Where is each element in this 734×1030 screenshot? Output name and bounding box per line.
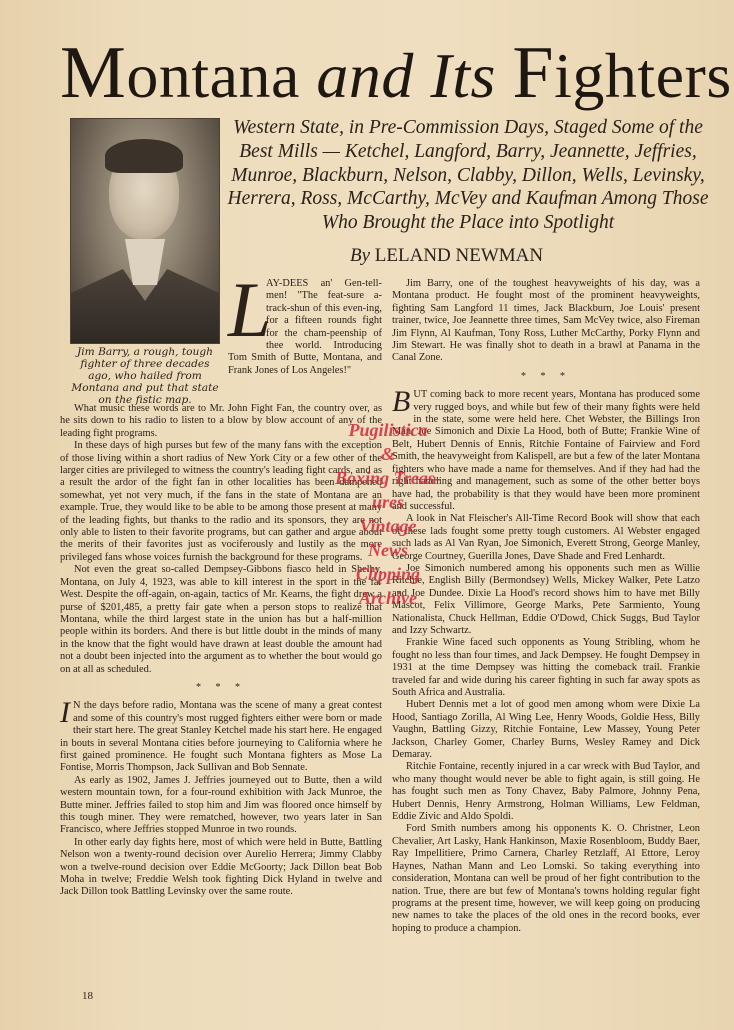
watermark-line: Boxing Treas- xyxy=(335,468,441,488)
intro-paragraph xyxy=(228,266,382,377)
left-paragraph: In other early day fights here, most of which were held in Butte, Battling Nelson won a twenty-round decision over Aurelio Herrera; Jimmy Clabby won a twelve-round decision over Eddie McGoorty; Jack Dillon beat Bob Moha in twelve; Freddie Welsh took fighting Dick Hyland in twelve and Jack Dillon took Battling Levinsky over the same route. xyxy=(60,836,382,898)
watermark-line: Clipping xyxy=(355,564,421,584)
right-paragraph: Ford Smith numbers among his opponents K. O. Christner, Leon Chevalier, Art Lasky, Hank Hankinson, Maxie Rosenbloom, Buddy Baer, Ray Impellitiere, Primo Carnera, Charley Retzlaff, Al Ettore, Leroy Haynes, Nathan Mann and Leo Lomski. So taking everything into consideration, Montana can well be proud of her fight contribution to the nation. True, there are but few of Montana's towns holding regular fight programs at the present time, however, we will keep going on producing new names to take the places of the old ones in the record books, ever hoping to produce a champion. xyxy=(392,823,700,934)
watermark-line: Vintage xyxy=(359,516,417,536)
drop-cap: B xyxy=(392,385,411,419)
article-title xyxy=(60,30,732,116)
title-initial-f: F xyxy=(512,32,555,114)
portrait-collar xyxy=(125,239,165,285)
watermark-line: ures xyxy=(371,492,404,512)
paragraph-text: UT coming back to more recent years, Montana has produced some very rugged boys, and while but few of their many fights were held in the state, some were held here. Chet Webster, the Billings Iron Man; Joe Simonich and Dixie La Hood, both of Butte; Frankie Wine of Belt, Hubert Dennis of Ennis, Ritchie Fontaine of Fairview and Ford Smith, the heavyweight from Kalispell, are but a few of the later Montana fighters who have made a name for themselves. And if they had had the right handling and management, such as some of the other better boys have had, the probability is that they would have been more prominent and successful. xyxy=(392,389,700,512)
paragraph-text: N the days before radio, Montana was the scene of many a great contest and some of this country's most rugged fighters either were born or made their start here. The great Stanley Ketchel made his start here. He engaged in bouts in several Montana cities before journeying to California where he first gained prominence. He fought such Montana fighters as Mose La Fontise, Morris Thompson, Jack Sullivan and Bob Sennate. xyxy=(60,700,382,774)
portrait-photo xyxy=(70,118,220,344)
left-paragraph: As early as 1902, James J. Jeffries journeyed out to Butte, then a wild western mountain town, for a four-round exhibition with Jack Munroe, the Butte miner. Jeffries failed to stop him and Jim was floored once himself by this tough miner. They were rematched, however, two years later in San Francisco, where Jeffries stopped Munroe in two rounds. xyxy=(60,774,382,836)
section-divider: * * * xyxy=(521,370,571,382)
left-paragraph: Not even the great so-called Dempsey-Gibbons fiasco held in Shelby, Montana, on July 4, 1923, was able to kill interest in the sport in the far West. Despite the off-again, on-again, tactics of Mr. Kearns, the fight drew a purse of $201,485, a pretty fair gate when a person stops to realize that Montana, while the third largest state in the union has but a half-million people within its borders. And there is but little doubt in the minds of many in the know that the fight would have drawn at least double the amount had not a doubt been injected into the argument as to whether the bout would go on at all as scheduled. xyxy=(60,564,382,675)
author-name: LELAND NEWMAN xyxy=(374,245,544,266)
left-paragraph: In these days of high purses but few of the many fans with the exception of those living within a short radius of New York City or a few other of the larger cities are privileged to witness the country's leading fight cards, and as a result the ardor of the fight fan in other localities has been dampened somewhat, yet not very much, if the fans in the state of Montana are an example. True, they would like to be able to be among those present at many of the leading fights, but thanks to the radio and its sponsors, they are not only able to listen to their favorite programs, but can gather and argue about the merits of their favorites just as vociferously and lustily as the more privileged fans whose voices furnish the background for these programs. xyxy=(60,440,382,563)
left-paragraph: What music these words are to Mr. John Fight Fan, the country over, as he sits down to his radio to listen to a blow by blow account of any of the leading fight programs. xyxy=(60,403,382,439)
left-column xyxy=(60,403,382,899)
title-initial-m: M xyxy=(60,32,127,114)
right-paragraph: Ritchie Fontaine, recently injured in a car wreck with Bud Taylor, and who many thought would never be able to fight again, is still going. He has fought such men as Tony Chavez, Baby Palmore, Johnny Pena, Hubert Dennis, Henry Armstrong, Holman Williams, Lew Feldman, Eddie Zivic and Aldo Spoldi. xyxy=(392,761,700,823)
article-subtitle: Western State, in Pre-Commission Days, Staged Some of the Best Mills — Ketchel, Langford, Barry, Jeannette, Jeffries, Munroe, Blackburn, Nelson, Clabby, Dillon, Wells, Levinsky, Herrera, Ross, McCarthy, McVey and Kaufman Among Those Who Brought the Place into Spotlight xyxy=(227,117,709,234)
right-paragraph: Hubert Dennis met a lot of good men among whom were Dixie La Hood, Santiago Zorilla, Al Wing Lee, Henry Woods, Goldie Hess, Billy Vaughn, Battling Gizzy, Ritchie Fontaine, Lew Massey, Young Peter Jackson, Charley Gomer, Charley Burns, Wesley Ramey and Dick Demaray. xyxy=(392,699,700,761)
drop-cap: I xyxy=(60,696,70,730)
intro-drop-cap: L xyxy=(228,266,272,353)
byline xyxy=(350,244,650,268)
right-paragraph: Joe Simonich numbered among his opponents such men as Willie Ritchie, English Billy (Bermondsey) Wells, Mickey Walker, Pete Latzo and Joe Dundee. Dixie La Hood's record shows him to have met Billy Mascot, Felix Villimore, George Marks, Pete Sarmiento, Young Nationalista, Chuck Hellman, Eddie O'Dowd, Chick Suggs, Bud Taylor and Izzy Schwartz. xyxy=(392,562,700,636)
watermark-line: Archive xyxy=(359,588,417,608)
title-word-fighters: ighters xyxy=(554,40,732,111)
watermark-line: Pugilistica xyxy=(348,420,428,440)
portrait-hair xyxy=(105,139,183,173)
right-paragraph xyxy=(392,385,700,513)
right-paragraph: Frankie Wine faced such opponents as Young Stribling, whom he fought no less than four times, and Jack Dempsey. He fought Dempsey in 1931 at the time Dempsey was hitting the comeback trail. Frankie traveled far and wide during his career fighting in such far away spots as South Africa and Australia. xyxy=(392,637,700,698)
section-divider: * * * xyxy=(196,681,246,693)
byline-by: By xyxy=(350,245,371,266)
left-paragraph xyxy=(60,696,382,774)
title-words-and-its: and Its xyxy=(316,40,496,111)
intro-column xyxy=(228,266,382,377)
watermark-line: & xyxy=(380,444,395,464)
watermark-line: News xyxy=(368,540,408,560)
photo-caption: Jim Barry, a rough, tough fighter of three decades ago, who hailed from Montana and put that state on the fistic map. xyxy=(71,346,219,406)
right-paragraph: A look in Nat Fleischer's All-Time Record Book will show that each of these lads fought some pretty tough customers. Al Webster engaged such lads as Al Van Ryan, Joe Simonich, Everett Strong, George Manley, George Courtney, Guerilla Jones, Dave Shade and Fred Lenhardt. xyxy=(392,513,700,562)
intro-text: AY-DEES an' Gen-tell-men! "The feat-sure a-track-shun of this even-ing, for a fifteen rounds fight for the cham-peenship of thee world. Introducing Tom Smith of Butte, Montana, and Frank Jones of Los Angeles!" xyxy=(228,278,382,376)
right-paragraph: Jim Barry, one of the toughest heavyweights of his day, was a Montana product. He fought most of the prominent heavyweights, fighting Sam Langford 11 times, Jack Blackburn, Joe Louis' present trainer, twice, Joe Jeannette three times, Sam McVey twice, also Fireman Jim Flynn, Al Kaufman, Tony Ross, Luther McCarthy, Porky Flynn and Jim Stewart. He was finally shot to death in a brawl at Panama in the Canal Zone. xyxy=(392,278,700,364)
right-column xyxy=(392,278,700,935)
page-number: 18 xyxy=(82,990,93,1002)
title-word-montana: ontana xyxy=(126,40,317,111)
